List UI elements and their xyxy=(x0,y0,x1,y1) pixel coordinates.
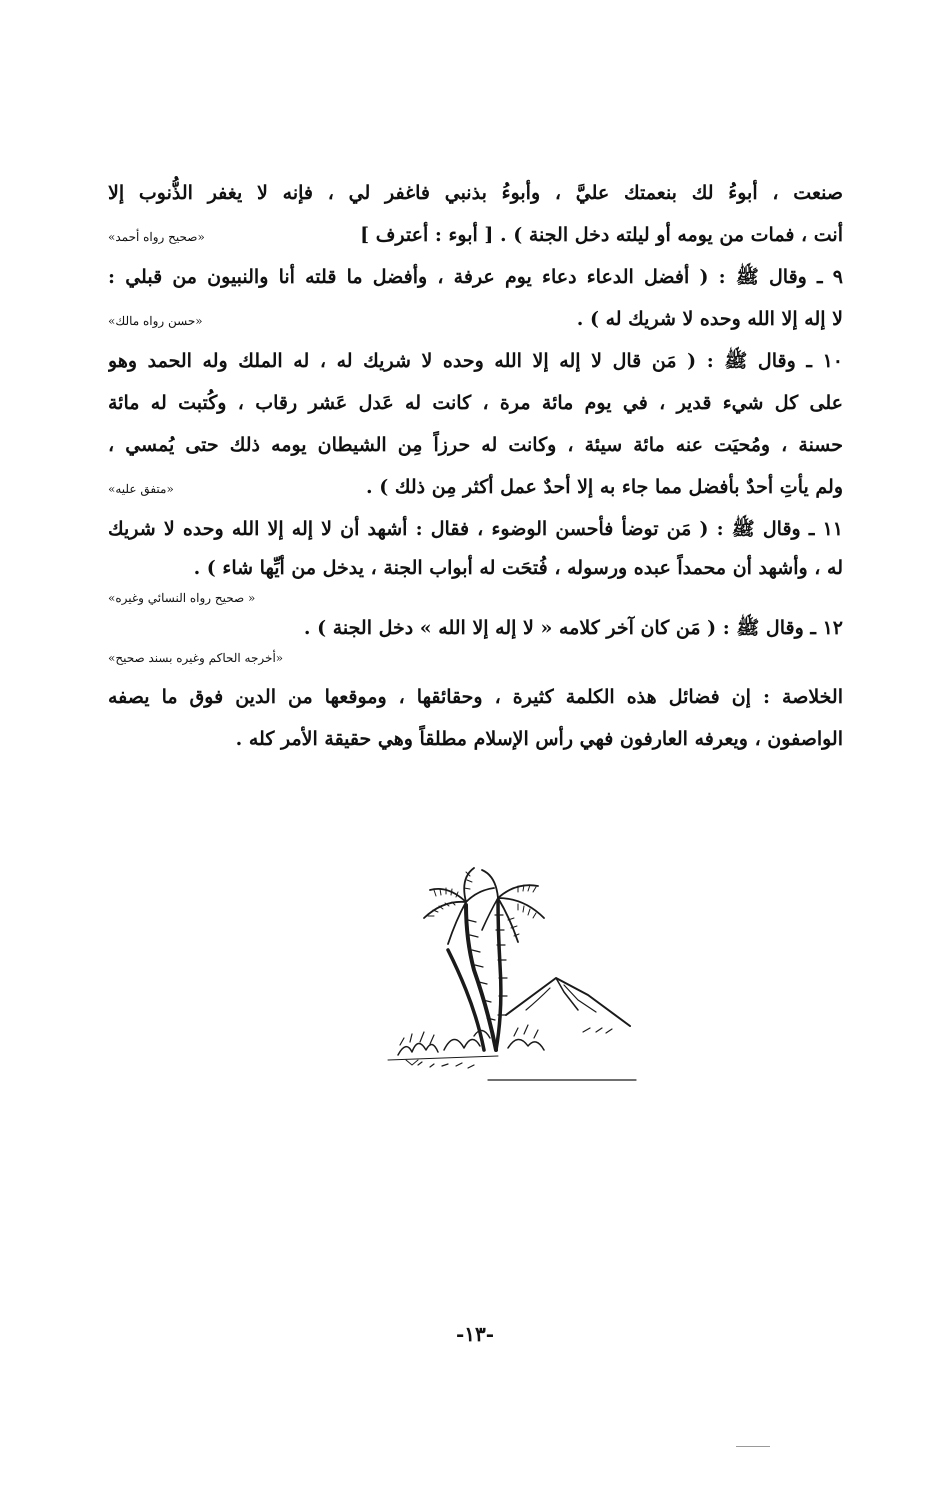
hadith-11-line-2: له ، وأشهد أن محمداً عبده ورسوله ، فُتحَت له أبواب الجنة ، يدخل من أيِّها شاء ) . xyxy=(193,557,843,579)
page-number: -١٣- xyxy=(455,1322,495,1346)
source-citation-5-row xyxy=(108,646,843,670)
text-line-2: أنت ، فمات من يومه أو ليلته دخل الجنة ) . [ أبوء : أعترف ] «صحيح رواه أحمد» xyxy=(108,214,843,256)
source-citation-2: «حسن رواه مالك» xyxy=(108,314,203,328)
hadith-11-line-1: ١١ ـ وقال ﷺ : ( مَن توضأ فأحسن الوضوء ، فقال : أشهد أن لا إله إلا الله وحده لا شريك xyxy=(108,518,843,540)
text-line-1: صنعت ، أبوءُ لك بنعمتك عليَّ ، وأبوءُ بذنبي فاغفر لي ، فإنه لا يغفر الذُّنوب إلا xyxy=(108,182,843,204)
main-text xyxy=(108,172,843,760)
hadith-10-line-1: ١٠ ـ وقال ﷺ : ( مَن قال لا إله إلا الله وحده لا شريك له ، له الملك وله الحمد وهو xyxy=(108,350,843,372)
hadith-9-line-1: ٩ ـ وقال ﷺ : ( أفضل الدعاء دعاء يوم عرفة ، وأفضل ما قلته أنا والنبيون من قبلي : xyxy=(108,266,843,288)
conclusion-line-1: الخلاصة : إن فضائل هذه الكلمة كثيرة ، وحقائقها ، وموقعها من الدين فوق ما يصفه xyxy=(108,686,843,708)
palm-tree-tent-icon xyxy=(378,860,638,1085)
source-citation-1: «صحيح رواه أحمد» xyxy=(108,230,205,244)
conclusion-line-2: الواصفون ، ويعرفه العارفون فهي رأس الإسلام مطلقاً وهي حقيقة الأمر كله . xyxy=(235,728,843,750)
hadith-10-line-3: حسنة ، ومُحيَت عنه مائة سيئة ، وكانت له حرزاً مِن الشيطان يومه ذلك حتى يُمسي ، xyxy=(108,434,843,456)
hadith-12-line-1: ١٢ ـ وقال ﷺ : ( مَن كان آخر كلامه « لا إله إلا الله » دخل الجنة ) . xyxy=(303,617,843,639)
hadith-10-line-4: ولم يأتِ أحدٌ بأفضل مما جاء به إلا أحدٌ عمل أكثر مِن ذلك ) . «متفق عليه» xyxy=(108,466,843,508)
source-citation-3: «متفق عليه» xyxy=(108,482,174,496)
hadith-9-line-2: لا إله إلا الله وحده لا شريك له ) . «حسن رواه مالك» xyxy=(108,298,843,340)
source-citation-5: «أخرجه الحاكم وغيره بسند صحيح» xyxy=(108,651,284,665)
source-citation-4: « صحيح رواه النسائي وغيره» xyxy=(108,591,256,605)
hadith-10-line-2: على كل شيء قدير ، في يوم مائة مرة ، كانت له عَدل عَشر رقاب ، وكُتبت له مائة xyxy=(108,392,843,414)
source-citation-4-row xyxy=(108,586,843,610)
scan-mark xyxy=(736,1446,770,1447)
